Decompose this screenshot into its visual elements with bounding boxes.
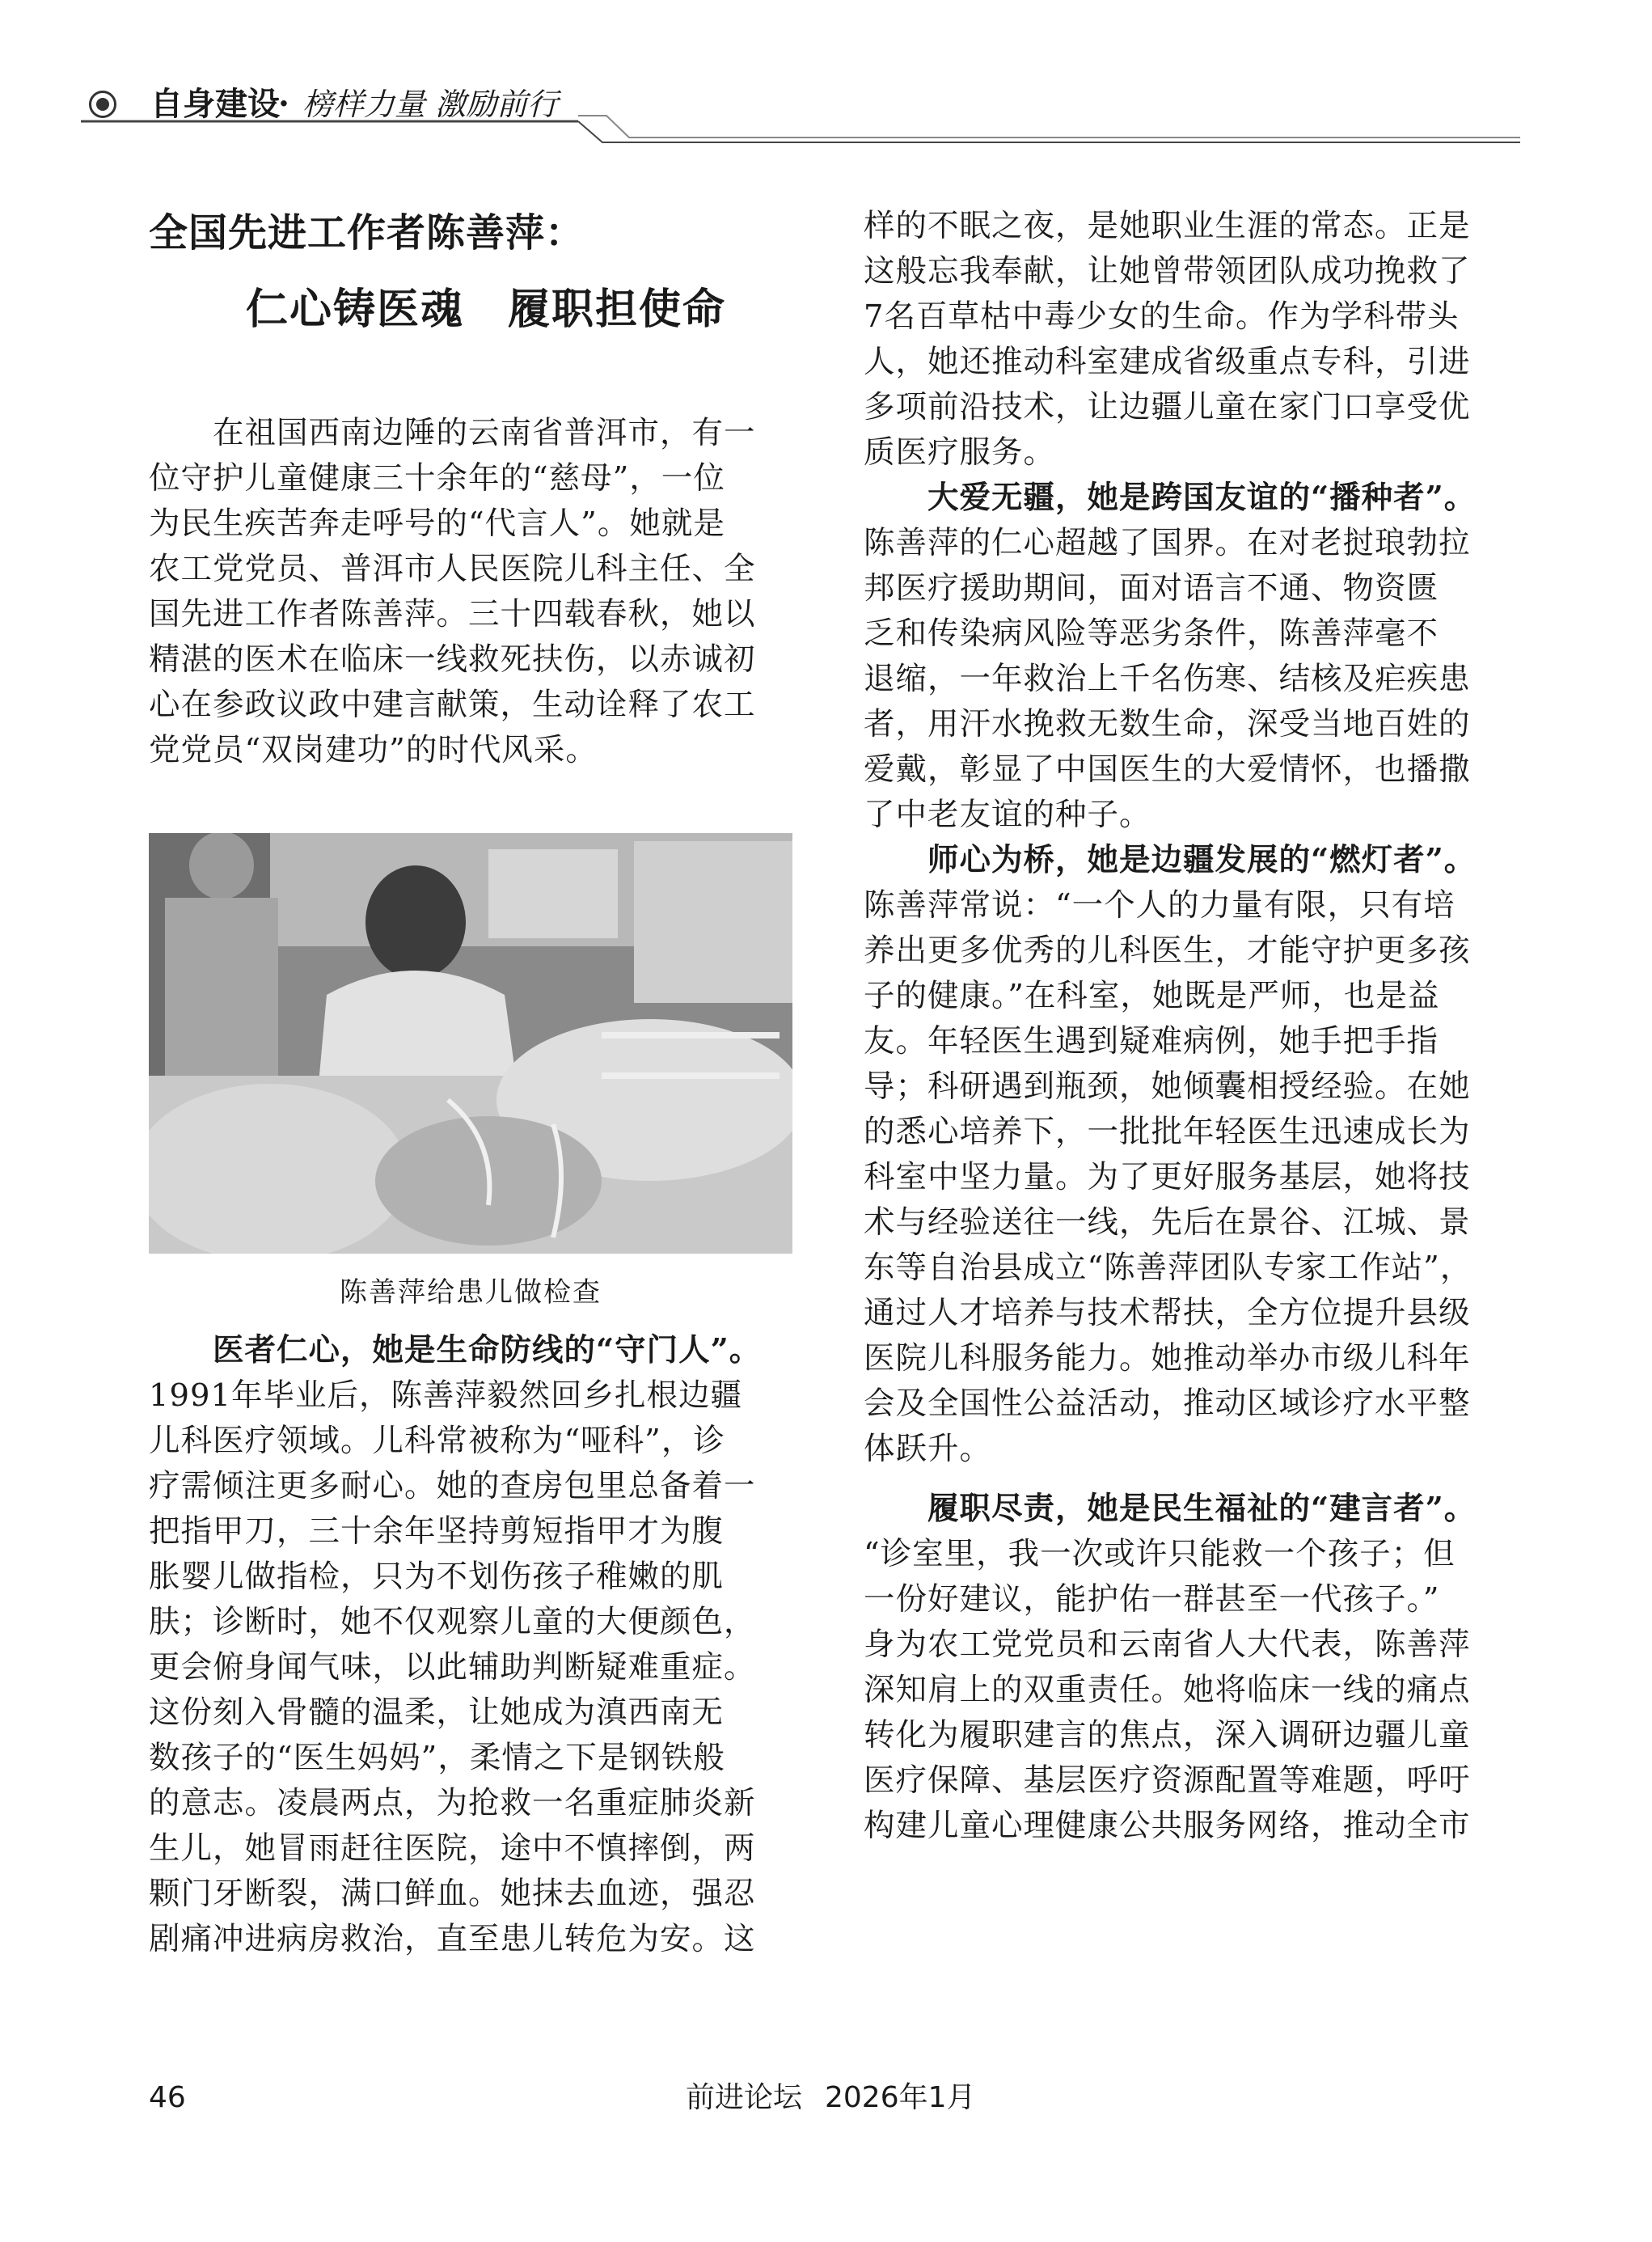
text-line: 这份刻入骨髓的温柔，让她成为滇西南无 <box>149 1694 725 1731</box>
section-slogan: 榜样力量 激励前行 <box>302 87 559 122</box>
text-line: 者，用汗水挽救无数生命，深受当地百姓的 <box>864 706 1471 742</box>
section-lead-line: 师心为桥，她是边疆发展的“燃灯者”。 <box>864 842 1477 878</box>
text-line: 东等自治县成立“陈善萍团队专家工作站”， <box>864 1250 1472 1286</box>
text-line: 养出更多优秀的儿科医生，才能守护更多孩 <box>864 933 1471 969</box>
text-line: 的悉心培养下，一批批年轻医生迅速成长为 <box>864 1114 1471 1150</box>
text-line: 子的健康。”在科室，她既是严师，也是益 <box>864 978 1440 1014</box>
issue-date: 2026年1月 <box>825 2081 976 2114</box>
text-line: 导；科研遇到瓶颈，她倾囊相授经验。在她 <box>864 1068 1471 1105</box>
text-line: 为民生疾苦奔走呼号的“代言人”。她就是 <box>149 506 725 542</box>
text-line: 术与经验送往一线，先后在景谷、江城、景 <box>864 1204 1471 1241</box>
text-line: 7名百草枯中毒少女的生命。作为学科带头 <box>864 298 1460 335</box>
text-line: 友。年轻医生遇到疑难病例，她手把手指 <box>864 1023 1439 1060</box>
text-line: 剧痛冲进病房救治，直至患儿转危为安。这 <box>149 1921 756 1957</box>
text-line: 党党员“双岗建功”的时代风采。 <box>149 732 598 768</box>
text-line: 更会俯身闻气味，以此辅助判断疑难重症。 <box>149 1649 756 1686</box>
text-line: 多项前沿技术，让边疆儿童在家门口享受优 <box>864 389 1471 425</box>
text-line: 儿科医疗领域。儿科常被称为“哑科”，诊 <box>149 1423 725 1459</box>
text-line: 通过人才培养与技术帮扶，全方位提升县级 <box>864 1295 1471 1331</box>
text-line: 胀婴儿做指检，只为不划伤孩子稚嫩的肌 <box>149 1559 725 1595</box>
text-line: 生儿，她冒雨赶往医院，途中不慎摔倒，两 <box>149 1830 756 1867</box>
text-line: 陈善萍常说：“一个人的力量有限，只有培 <box>864 887 1456 924</box>
text-line: 构建儿童心理健康公共服务网络，推动全市 <box>864 1808 1471 1844</box>
text-line: 医疗保障、基层医疗资源配置等难题，呼吁 <box>864 1762 1471 1799</box>
journal-name: 前进论坛 <box>686 2081 803 2114</box>
text-line: 邦医疗援助期间，面对语言不通、物资匮 <box>864 570 1439 607</box>
text-line: 乏和传染病风险等恶劣条件，陈善萍毫不 <box>864 615 1439 652</box>
section-lead-line: 履职尽责，她是民生福祉的“建言者”。 <box>864 1491 1477 1527</box>
text-line: 爱戴，彰显了中国医生的大爱情怀，也播撒 <box>864 751 1471 788</box>
text-line: 位守护儿童健康三十余年的“慈母”，一位 <box>149 460 725 497</box>
text-line: 的意志。凌晨两点，为抢救一名重症肺炎新 <box>149 1785 756 1821</box>
text-line: 国先进工作者陈善萍。三十四载春秋，她以 <box>149 596 756 632</box>
article-kicker-title: 全国先进工作者陈善萍： <box>149 210 585 256</box>
text-line: 人，她还推动科室建成省级重点专科，引进 <box>864 344 1471 380</box>
section-lead-line: 大爱无疆，她是跨国友谊的“播种者”。 <box>864 480 1477 516</box>
text-line: 1991年毕业后，陈善萍毅然回乡扎根边疆 <box>149 1377 742 1414</box>
text-line: “诊室里，我一次或许只能救一个孩子；但 <box>864 1536 1456 1572</box>
text-line: 深知肩上的双重责任。她将临床一线的痛点 <box>864 1672 1471 1708</box>
text-line: 会及全国性公益活动，推动区域诊疗水平整 <box>864 1385 1471 1422</box>
text-line: 这般忘我奉献，让她曾带领团队成功挽救了 <box>864 253 1471 290</box>
text-line: 精湛的医术在临床一线救死扶伤，以赤诚初 <box>149 641 756 678</box>
text-line: 了中老友谊的种子。 <box>864 797 1151 833</box>
section-separator: · <box>278 85 289 123</box>
text-line: 在祖国西南边陲的云南省普洱市，有一 <box>149 415 756 451</box>
page-number: 46 <box>149 2081 186 2114</box>
text-line: 疗需倾注更多耐心。她的查房包里总备着一 <box>149 1468 756 1504</box>
text-line: 质医疗服务。 <box>864 434 1056 471</box>
article-photo <box>149 833 792 1254</box>
text-line: 转化为履职建言的焦点，深入调研边疆儿童 <box>864 1717 1471 1753</box>
section-name: 自身建设 <box>150 86 280 123</box>
text-line: 科室中坚力量。为了更好服务基层，她将技 <box>864 1159 1471 1195</box>
text-line: 一份好建议，能护佑一群甚至一代孩子。” <box>864 1581 1440 1618</box>
text-line: 陈善萍的仁心超越了国界。在对老挝琅勃拉 <box>864 525 1471 561</box>
text-line: 把指甲刀，三十余年坚持剪短指甲才为腹 <box>149 1513 725 1550</box>
header-rule <box>0 0 1652 162</box>
photo-caption: 陈善萍给患儿做检查 <box>340 1276 602 1309</box>
text-line: 样的不眠之夜，是她职业生涯的常态。正是 <box>864 208 1471 244</box>
text-line: 农工党党员、普洱市人民医院儿科主任、全 <box>149 551 756 587</box>
section-lead-line: 医者仁心，她是生命防线的“守门人”。 <box>149 1332 762 1368</box>
text-line: 医院儿科服务能力。她推动举办市级儿科年 <box>864 1340 1471 1377</box>
article-headline: 仁心铸医魂 履职担使命 <box>246 286 727 334</box>
text-line: 退缩，一年救治上千名伤寒、结核及疟疾患 <box>864 661 1471 697</box>
text-line: 体跃升。 <box>864 1431 992 1467</box>
text-line: 颗门牙断裂，满口鲜血。她抹去血迹，强忍 <box>149 1876 756 1912</box>
text-line: 肤；诊断时，她不仅观察儿童的大便颜色， <box>149 1604 756 1640</box>
text-line: 心在参政议政中建言献策，生动诠释了农工 <box>149 687 756 723</box>
text-line: 身为农工党党员和云南省人大代表，陈善萍 <box>864 1627 1471 1663</box>
text-line: 数孩子的“医生妈妈”，柔情之下是钢铁般 <box>149 1740 725 1776</box>
